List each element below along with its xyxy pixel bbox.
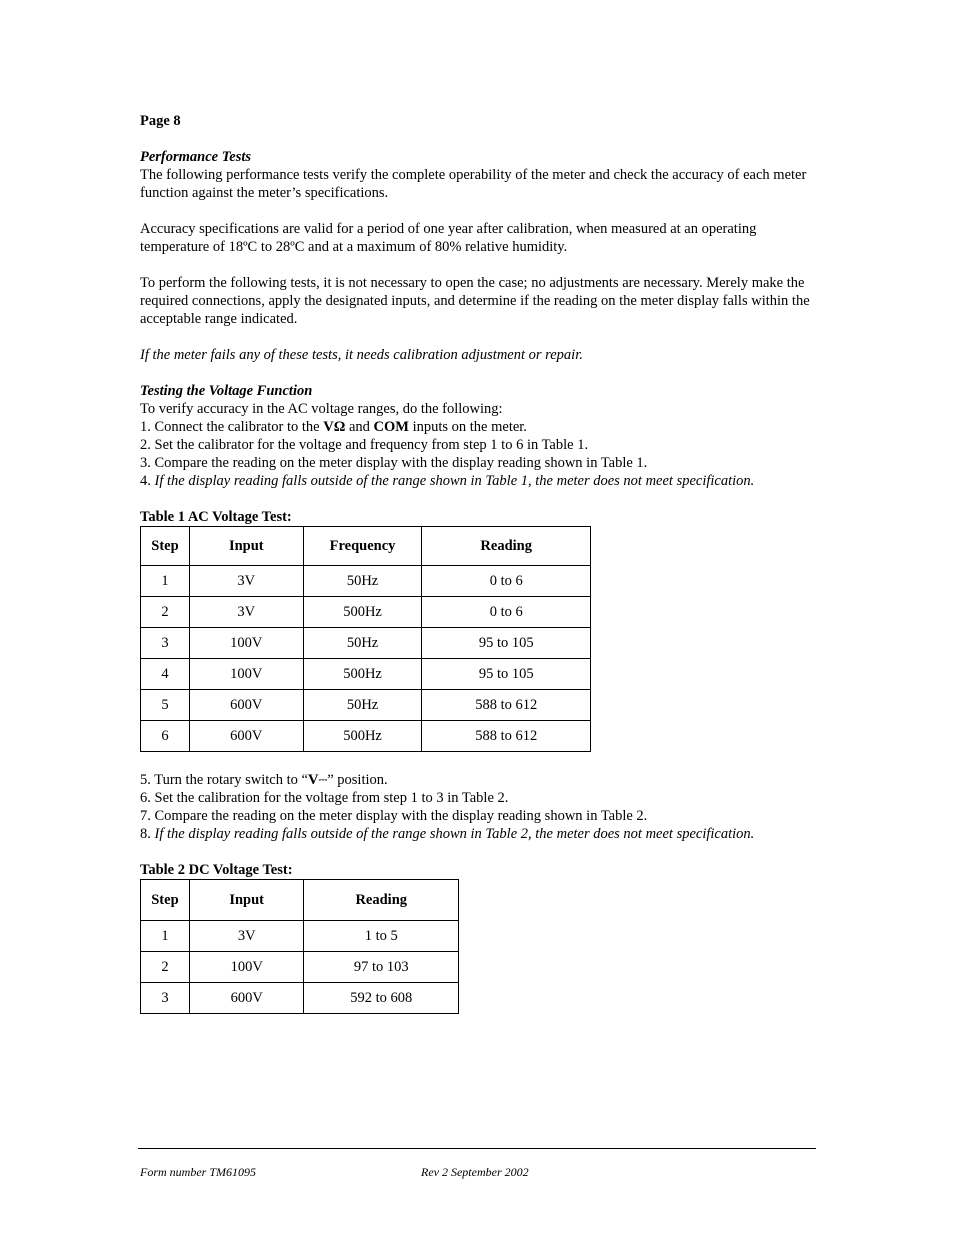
- table-cell: 6: [141, 721, 190, 752]
- table-cell: 1 to 5: [304, 921, 459, 952]
- table-cell: 100V: [189, 659, 303, 690]
- table-cell: 1: [141, 921, 190, 952]
- footer-form-number: Form number TM61095: [140, 1165, 256, 1179]
- table2-caption: Table 2 DC Voltage Test:: [140, 862, 293, 878]
- table-cell: 0 to 6: [422, 566, 591, 597]
- voltage-step-7: 7. Compare the reading on the meter display with the display reading shown in Table 2.: [140, 808, 648, 824]
- table-cell: 5: [141, 690, 190, 721]
- dc-voltage-table: [140, 879, 459, 1014]
- performance-paragraph-2: Accuracy specifications are valid for a period of one year after calibration, when measured at an operating temperature of 18ºC to 28ºC and at a maximum of 80% relative humidity.: [140, 221, 757, 255]
- table-header-row: [141, 527, 591, 566]
- table-cell: 95 to 105: [422, 659, 591, 690]
- document-page: [140, 112, 820, 1014]
- table-cell: 100V: [189, 952, 304, 983]
- table-cell: 500Hz: [303, 597, 422, 628]
- footer-revision: Rev 2 September 2002: [421, 1165, 529, 1179]
- column-header: Step: [141, 527, 190, 566]
- table-cell: 50Hz: [303, 628, 422, 659]
- table-row: [141, 952, 459, 983]
- table-cell: 600V: [189, 983, 304, 1014]
- table-cell: 592 to 608: [304, 983, 459, 1014]
- table-cell: 600V: [189, 721, 303, 752]
- table-row: [141, 690, 591, 721]
- column-header: Reading: [422, 527, 591, 566]
- voltage-step-3: 3. Compare the reading on the meter display with the display reading shown in Table 1.: [140, 455, 648, 471]
- column-header: Input: [189, 527, 303, 566]
- voltage-step-2: 2. Set the calibrator for the voltage and frequency from step 1 to 6 in Table 1.: [140, 437, 589, 453]
- table-cell: 95 to 105: [422, 628, 591, 659]
- table-cell: 3: [141, 628, 190, 659]
- voltage-heading: Testing the Voltage Function: [140, 383, 313, 399]
- column-header: Step: [141, 880, 190, 921]
- table-cell: 97 to 103: [304, 952, 459, 983]
- dc-voltage-symbol-icon: ⎓: [318, 774, 328, 786]
- table-header-row: [141, 880, 459, 921]
- performance-paragraph-3: To perform the following tests, it is not necessary to open the case; no adjustments are necessary. Merely make the required connections, apply the designated inputs, and determine if the reading on the meter display falls within the acceptable range indicated.: [140, 275, 810, 327]
- performance-tests-heading: Performance Tests: [140, 149, 252, 165]
- table-cell: 3V: [189, 597, 303, 628]
- table-cell: 50Hz: [303, 690, 422, 721]
- page-label: Page 8: [140, 113, 181, 129]
- table-cell: 3: [141, 983, 190, 1014]
- table-cell: 3V: [189, 921, 304, 952]
- table-cell: 3V: [189, 566, 303, 597]
- column-header: Frequency: [303, 527, 422, 566]
- table-cell: 100V: [189, 628, 303, 659]
- column-header: Input: [189, 880, 304, 921]
- table-row: [141, 597, 591, 628]
- table-cell: 588 to 612: [422, 721, 591, 752]
- table-row: [141, 659, 591, 690]
- voltage-step-5: 5. Turn the rotary switch to “V⎓” position.: [140, 772, 388, 788]
- table-row: [141, 983, 459, 1014]
- performance-paragraph-1: The following performance tests verify the complete operability of the meter and check the accuracy of each meter function against the meter’s specifications.: [140, 167, 807, 201]
- ac-voltage-table: [140, 526, 591, 752]
- table-row: [141, 566, 591, 597]
- table-cell: 2: [141, 597, 190, 628]
- column-header: Reading: [304, 880, 459, 921]
- table-cell: 2: [141, 952, 190, 983]
- voltage-step-6: 6. Set the calibration for the voltage from step 1 to 3 in Table 2.: [140, 790, 509, 806]
- table-row: [141, 628, 591, 659]
- table-cell: 1: [141, 566, 190, 597]
- table-cell: 500Hz: [303, 659, 422, 690]
- table-row: [141, 921, 459, 952]
- table-cell: 600V: [189, 690, 303, 721]
- table1-caption: Table 1 AC Voltage Test:: [140, 509, 292, 525]
- table-cell: 500Hz: [303, 721, 422, 752]
- table-cell: 50Hz: [303, 566, 422, 597]
- table-cell: 4: [141, 659, 190, 690]
- voltage-intro: To verify accuracy in the AC voltage ranges, do the following:: [140, 401, 503, 417]
- voltage-step-1: 1. Connect the calibrator to the VΩ and COM inputs on the meter.: [140, 419, 527, 435]
- table-row: [141, 721, 591, 752]
- table-cell: 588 to 612: [422, 690, 591, 721]
- table-cell: 0 to 6: [422, 597, 591, 628]
- voltage-step-8: 8. If the display reading falls outside of the range shown in Table 2, the meter does not meet specification.: [140, 826, 755, 842]
- footer-divider: [138, 1148, 816, 1149]
- performance-paragraph-4: If the meter fails any of these tests, it needs calibration adjustment or repair.: [140, 347, 583, 363]
- voltage-step-4: 4. If the display reading falls outside of the range shown in Table 1, the meter does not meet specification.: [140, 473, 755, 489]
